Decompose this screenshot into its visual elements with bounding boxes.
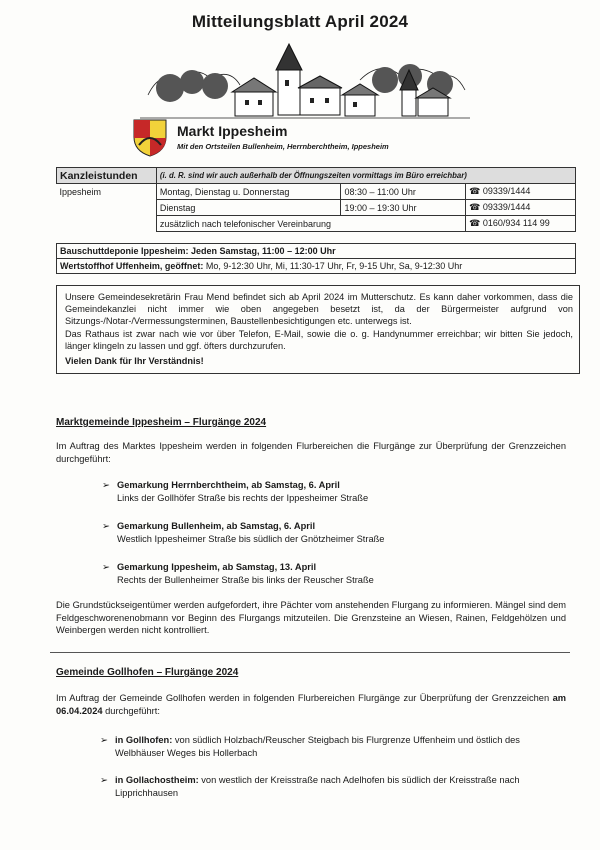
municipal-crest-icon — [133, 119, 167, 157]
org-subtitle: Mit den Ortsteilen Bullenheim, Herrnberchtheim, Ippesheim — [177, 142, 389, 151]
staff-notice-box — [56, 285, 580, 374]
facility-hours-table — [56, 243, 576, 274]
list-item-detail: von südlich Holzbach/Reuscher Steigbach bis Flurgrenze Uffenheim und östlich des Welbhäuser Weges bis Hollerbach — [115, 735, 520, 758]
notice-paragraph: Das Rathaus ist zwar nach wie vor über Telefon, E-Mail, sowie die o. g. Handynummer erreichbar; wir bitten Sie jedoch, länger klingeln zu lassen und ggf. öfters durchzurufen. — [65, 328, 573, 351]
office-hours-table — [56, 167, 576, 232]
empty-cell — [57, 200, 157, 216]
section-title: Marktgemeinde Ippesheim – Flurgänge 2024 — [56, 417, 267, 428]
hours-time: 08:30 – 11:00 Uhr — [341, 184, 466, 200]
hours-phone: ☎ 09339/1444 — [466, 184, 576, 200]
hours-time: 19:00 – 19:30 Uhr — [341, 200, 466, 216]
table-row — [57, 259, 576, 274]
empty-cell — [57, 216, 157, 232]
arrow-bullet-icon: ➢ — [102, 562, 110, 572]
intro-text: Im Auftrag der Gemeinde Gollhofen werden in folgenden Flurbereichen Flurgänge zur Überprüfung der Grenzzeichen — [56, 693, 553, 703]
table-row — [57, 244, 576, 259]
list-item — [102, 479, 572, 504]
hours-phone: ☎ 0160/934 114 99 — [466, 216, 576, 232]
hours-days: Dienstag — [156, 200, 341, 216]
recycling-hours-cell — [57, 259, 576, 274]
list-item-heading: Gemarkung Herrnberchtheim, ab Samstag, 6. April — [117, 480, 340, 490]
arrow-bullet-icon: ➢ — [102, 521, 110, 531]
list-item-detail: Rechts der Bullenheimer Straße bis links der Reuscher Straße — [117, 574, 374, 585]
section-title: Gemeinde Gollhofen – Flurgänge 2024 — [56, 667, 239, 678]
notice-thanks: Vielen Dank für Ihr Verständnis! — [65, 356, 204, 367]
list-item-detail: Links der Gollhöfer Straße bis rechts der Ippesheimer Straße — [117, 492, 369, 503]
office-hours-header-row — [57, 168, 576, 184]
list-item-detail: von westlich der Kreisstraße nach Adelhofen bis südlich der Kreisstraße nach Lipprichhausen — [115, 775, 520, 798]
list-item — [100, 734, 570, 759]
recycling-hours: Mo, 9-12:30 Uhr, Mi, 11:30-17 Uhr, Fr, 9-15 Uhr, Sa, 9-12:30 Uhr — [205, 261, 463, 271]
table-row — [57, 200, 576, 216]
rubble-dump-hours: Bauschuttdeponie Ippesheim: Jeden Samstag, 11:00 – 12:00 Uhr — [57, 244, 576, 259]
section-intro: Im Auftrag des Marktes Ippesheim werden in folgenden Flurbereichen die Flurgänge zur Überprüfung der Grenzzeichen durchgeführt: — [56, 441, 566, 464]
intro-text: durchgeführt: — [102, 705, 160, 716]
recycling-label: Wertstoffhof Uffenheim, geöffnet: — [60, 261, 204, 271]
office-location: Ippesheim — [59, 186, 102, 197]
arrow-bullet-icon: ➢ — [100, 775, 108, 785]
hours-days: Montag, Dienstag u. Donnerstag — [156, 184, 341, 200]
list-item-heading: Gemarkung Ippesheim, ab Samstag, 13. April — [117, 562, 317, 572]
section-divider — [50, 652, 570, 653]
list-item-heading: Gemarkung Bullenheim, ab Samstag, 6. April — [117, 521, 316, 531]
list-item-place: in Gollhofen: — [115, 735, 173, 745]
section-intro — [56, 692, 566, 717]
list-item-place: in Gollachostheim: — [115, 775, 199, 785]
village-vignette-image — [140, 40, 470, 120]
hours-phone: ☎ 09339/1444 — [466, 200, 576, 216]
intro-date: am 06.04.2024 — [56, 693, 566, 716]
page-title: Mitteilungsblatt April 2024 — [191, 12, 409, 31]
list-item — [102, 520, 572, 545]
arrow-bullet-icon: ➢ — [100, 735, 108, 745]
table-row — [57, 184, 576, 200]
notice-paragraph: Unsere Gemeindesekretärin Frau Mend befindet sich ab April 2024 im Mutterschutz. Es kann daher vorkommen, dass die Gemeindekanzlei nicht immer wie oben angegeben besetzt ist, da der Bürgermeister aufgrund von Sitzungs-/Notar-/Vermessungsterminen, Baustellenbesichtigungen etc. unterwegs ist. — [65, 292, 573, 327]
list-item — [102, 561, 572, 586]
arrow-bullet-icon: ➢ — [102, 480, 110, 490]
list-item — [100, 774, 570, 799]
org-name: Markt Ippesheim — [177, 123, 288, 139]
hours-days: zusätzlich nach telefonischer Vereinbarung — [156, 216, 465, 232]
list-item-detail: Westlich Ippesheimer Straße bis südlich der Gnötzheimer Straße — [117, 533, 385, 544]
office-hours-note: (i. d. R. sind wir auch außerhalb der Öffnungszeiten vormittags im Büro erreichbar) — [156, 168, 575, 184]
table-row — [57, 216, 576, 232]
office-hours-label: Kanzleistunden — [57, 168, 157, 184]
section-outro: Die Grundstückseigentümer werden aufgefordert, ihre Pächter vom anstehenden Flurgang zu informieren. Mängel sind dem Feldgeschworenenobmann vor Beginn des Flurgangs mitzuteilen. Die Grenzsteine an Wiesen, Rainen, Feldgehölzen und Weinbergen werden nicht kontrolliert. — [56, 600, 566, 635]
